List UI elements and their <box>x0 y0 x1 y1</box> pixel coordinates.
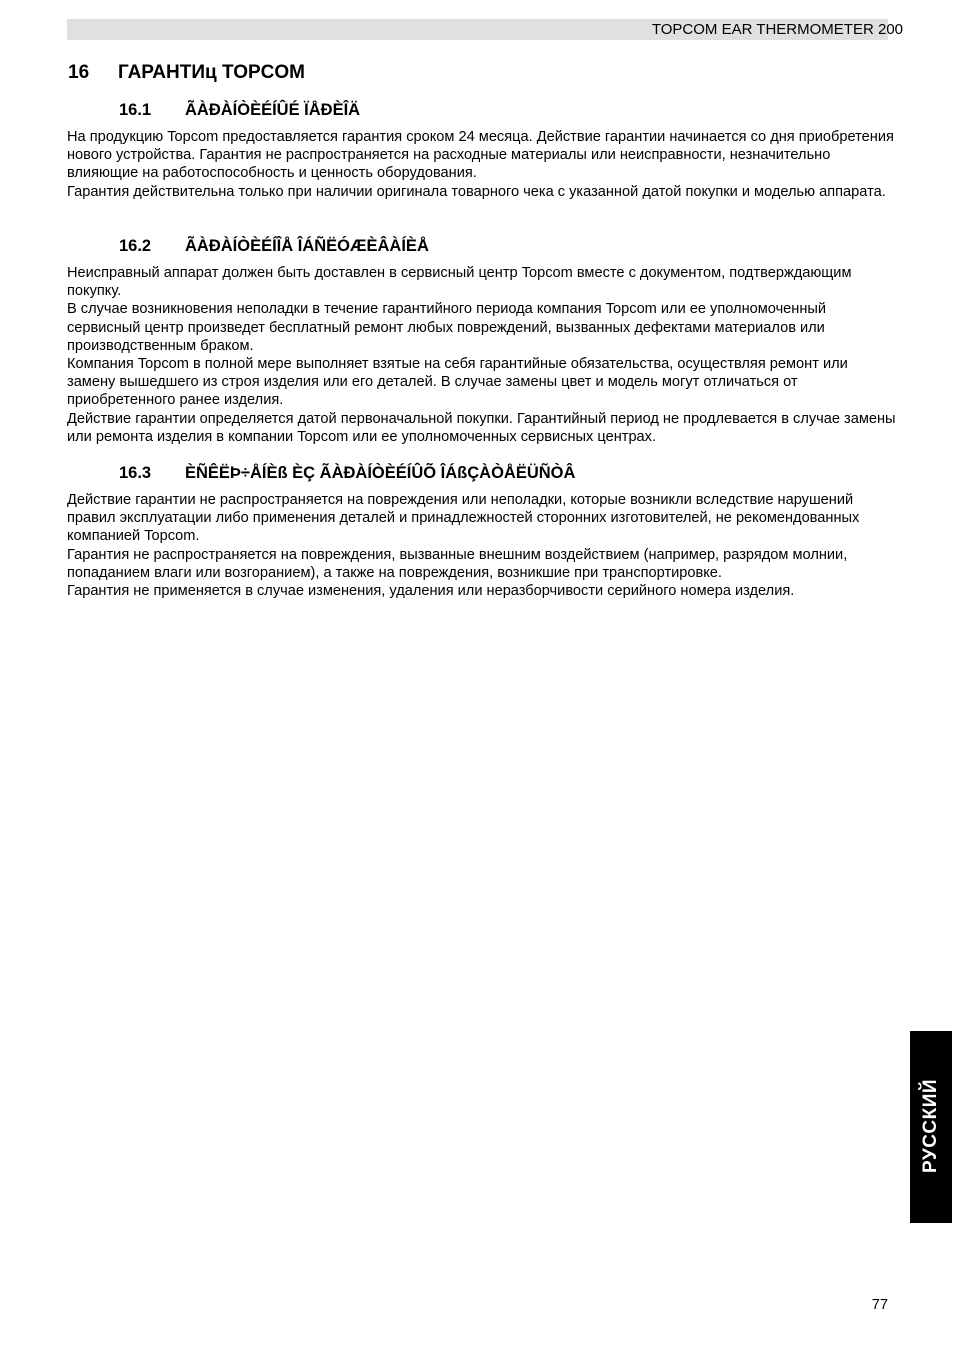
paragraph: Неисправный аппарат должен быть доставлен в сервисный центр Topcom вместе с документом, подтверждающим покупку. <box>67 265 852 300</box>
section-body-16-2 <box>67 264 897 446</box>
paragraph: Гарантия не применяется в случае изменения, удаления или неразборчивости серийного номера изделия. <box>67 583 795 600</box>
section-title: ÃÀÐÀÍÒÈÉÍÛÉ ÏÅÐÈÎÄ <box>185 101 361 119</box>
paragraph: В случае возникновения неполадки в течение гарантийного периода компания Topcom или ее уполномоченный сервисный центр произведет бесплатный ремонт любых повреждений, вызванных дефектами материалов или производственным браком. <box>67 301 827 354</box>
section-heading-16-3 <box>119 463 575 483</box>
section-title: ÈÑÊËÞ÷ÅÍÈß ÈÇ ÃÀÐÀÍÒÈÉÍÛÕ ÎÁßÇÀÒÅËÜÑÒÂ <box>185 464 576 482</box>
section-heading-16-2 <box>119 236 429 256</box>
paragraph: Компания Topcom в полной мере выполняет взятые на себя гарантийные обязательства, осуществляя ремонт или замену вышедшего из строя изделия или его деталей. В случае замены цвет и модель могут отличаться от приобретенного ранее изделия. <box>67 356 848 409</box>
section-number: 16.3 <box>119 464 152 482</box>
language-tab-label: РУССКИЙ <box>920 1078 941 1174</box>
paragraph: Действие гарантии не распространяется на повреждения или неполадки, которые возникли вследствие нарушений правил эксплуатации либо применения деталей и принадлежностей сторонних изготовителей, не рекомендованных компанией Topcom. <box>67 492 860 545</box>
chapter-number: 16 <box>68 62 90 83</box>
section-body-16-1 <box>67 128 897 201</box>
page-number: 77 <box>871 1297 888 1313</box>
section-heading-16-1 <box>119 100 360 120</box>
document-header-title: TOPCOM EAR THERMOMETER 200 <box>651 21 903 38</box>
paragraph: На продукцию Topcom предоставляется гарантия сроком 24 месяца. Действие гарантии начинается со дня приобретения нового устройства. Гарантия не распространяется на расходные материалы или неисправности, незначительно влияющие на работоспособность и ценность оборудования. <box>67 129 894 182</box>
paragraph: Гарантия действительна только при наличии оригинала товарного чека с указанной датой покупки и моделью аппарата. <box>67 183 886 200</box>
section-number: 16.2 <box>119 237 152 255</box>
section-title: ÃÀÐÀÍÒÈÉÍÎÅ ÎÁÑËÓÆÈÂÀÍÈÅ <box>185 237 429 255</box>
section-body-16-3 <box>67 491 897 600</box>
section-number: 16.1 <box>119 101 152 119</box>
chapter-heading <box>68 61 305 85</box>
paragraph: Гарантия не распространяется на повреждения, вызванные внешним воздействием (например, разрядом молнии, попаданием влаги или возгоранием), а также на повреждения, возникшие при транспортировке. <box>67 546 848 581</box>
chapter-title: ГАРАНТИц TOPCOM <box>118 62 306 83</box>
paragraph: Действие гарантии определяется датой первоначальной покупки. Гарантийный период не продлевается в случае замены или ремонта изделия в компании Topcom или ее уполномоченных сервисных центрах. <box>67 410 896 445</box>
